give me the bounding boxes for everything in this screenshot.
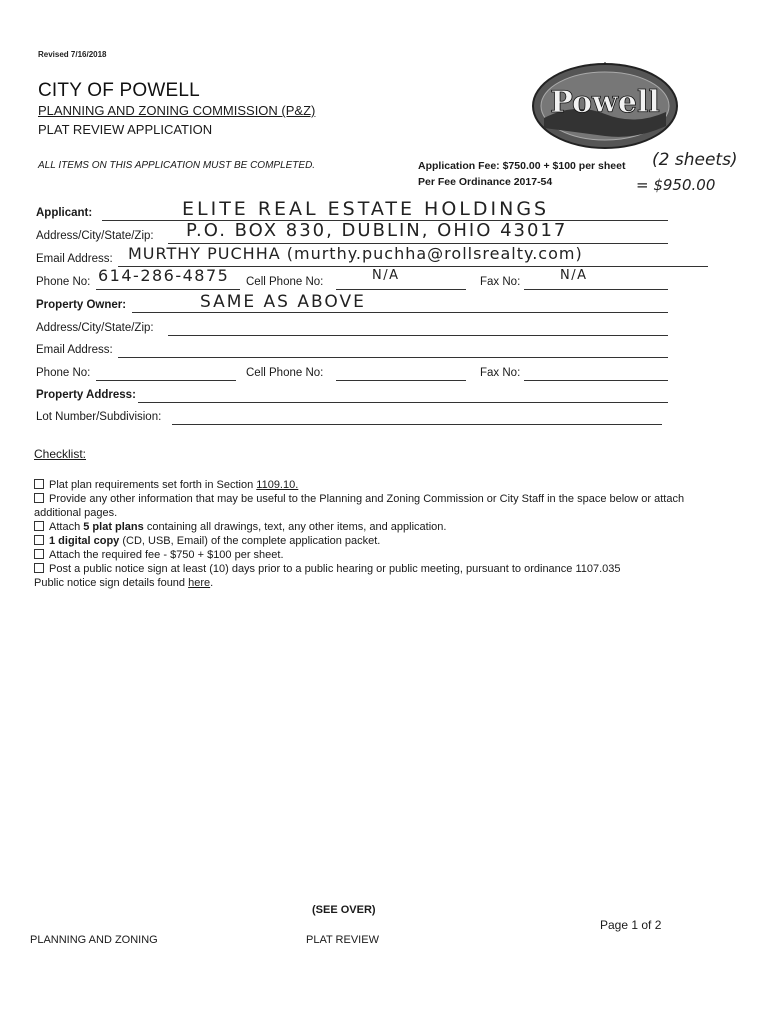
owner-cell-label: Cell Phone No: [246, 367, 324, 379]
checklist-item-plat-plans: Attach 5 plat plans containing all drawings, text, any other items, and application. [34, 520, 734, 534]
checklist-item-digital-copy: 1 digital copy (CD, USB, Email) of the complete application packet. [34, 534, 734, 548]
owner-fax-label: Fax No: [480, 367, 521, 379]
cell-label: Cell Phone No: [246, 276, 324, 288]
checklist-item-plat-plan: Plat plan requirements set forth in Section 1109.10. [34, 478, 734, 492]
revised-date: Revised 7/16/2018 [38, 50, 107, 59]
cell-value[interactable]: N/A [372, 268, 400, 283]
checklist-title: Checklist: [34, 447, 87, 461]
checkbox[interactable] [34, 549, 44, 559]
cell-line [336, 289, 466, 290]
checklist-item-fee: Attach the required fee - $750 + $100 per sheet. [34, 548, 734, 562]
owner-value[interactable]: SAME AS ABOVE [200, 292, 366, 312]
applicant-value[interactable]: ELITE REAL ESTATE HOLDINGS [182, 198, 550, 220]
checkbox[interactable] [34, 563, 44, 573]
see-over: (SEE OVER) [312, 904, 376, 916]
completion-notice: ALL ITEMS ON THIS APPLICATION MUST BE COMPLETED. [38, 160, 316, 171]
application-fee: Application Fee: $750.00 + $100 per sheet [418, 160, 626, 172]
section-link[interactable]: 1109.10. [256, 479, 299, 491]
owner-phone-line[interactable] [96, 380, 236, 381]
address-label: Address/City/State/Zip: [36, 230, 154, 242]
owner-cell-line[interactable] [336, 380, 466, 381]
property-address-line[interactable] [138, 402, 668, 403]
handwritten-fee-total: = $950.00 [636, 176, 716, 194]
page-number: Page 1 of 2 [600, 918, 662, 932]
property-address-label: Property Address: [36, 389, 136, 401]
sign-details-link[interactable]: here [188, 577, 211, 589]
lot-line[interactable] [172, 424, 662, 425]
applicant-label: Applicant: [36, 207, 93, 219]
owner-label: Property Owner: [36, 299, 127, 311]
commission-title: PLANNING AND ZONING COMMISSION (P&Z) [38, 103, 316, 118]
phone-value[interactable]: 614-286-4875 [98, 266, 230, 285]
address-value[interactable]: P.O. BOX 830, DUBLIN, OHIO 43017 [186, 220, 568, 241]
email-value[interactable]: MURTHY PUCHHA (murthy.puchha@rollsrealty.com) [128, 244, 583, 263]
phone-label: Phone No: [36, 276, 91, 288]
powell-logo [530, 56, 680, 152]
owner-fax-line[interactable] [524, 380, 668, 381]
footer-department: PLANNING AND ZONING [30, 934, 158, 946]
handwritten-sheets-note: (2 sheets) [652, 150, 738, 170]
owner-email-label: Email Address: [36, 344, 113, 356]
owner-line [132, 312, 668, 313]
checkbox[interactable] [34, 493, 44, 503]
checklist-item-other-info: Provide any other information that may be useful to the Planning and Zoning Commission or City Staff in the space below or attach additional pages. [34, 493, 685, 519]
checklist-item-public-notice: Post a public notice sign at least (10) days prior to a public hearing or public meeting, pursuant to ordinance 1107.035 Public notice sign details found here. [34, 563, 621, 589]
owner-address-label: Address/City/State/Zip: [36, 322, 154, 334]
owner-address-line[interactable] [168, 335, 668, 336]
logo-wordmark: Powell [550, 85, 660, 120]
owner-phone-label: Phone No: [36, 367, 91, 379]
checkbox[interactable] [34, 521, 44, 531]
checkbox[interactable] [34, 535, 44, 545]
lot-label: Lot Number/Subdivision: [36, 411, 162, 423]
checkbox[interactable] [34, 479, 44, 489]
fax-label: Fax No: [480, 276, 521, 288]
city-title: CITY OF POWELL [38, 80, 200, 101]
phone-line [96, 289, 240, 290]
fee-ordinance: Per Fee Ordinance 2017-54 [418, 176, 553, 188]
fax-line [524, 289, 668, 290]
email-label: Email Address: [36, 253, 113, 265]
form-title: PLAT REVIEW APPLICATION [38, 122, 213, 137]
footer-form-name: PLAT REVIEW [306, 934, 379, 946]
fax-value[interactable]: N/A [560, 268, 588, 283]
owner-email-line[interactable] [118, 357, 668, 358]
